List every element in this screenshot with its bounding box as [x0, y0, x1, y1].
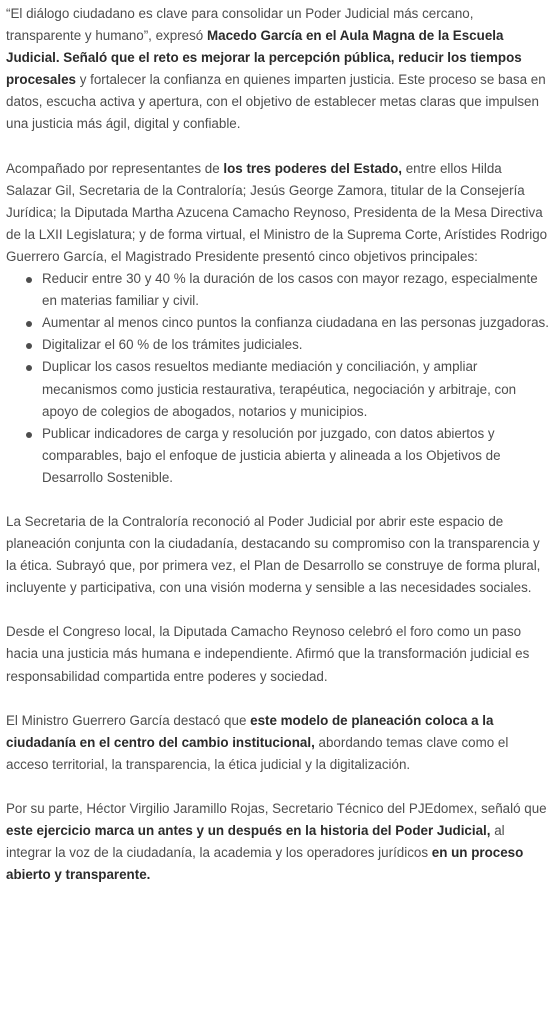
paragraph-emphasis: este modelo de planeación coloca a la ciudadanía en el centro del cambio institucional, — [6, 712, 494, 750]
paragraph-text: Por su parte, Héctor Virgilio Jaramillo Rojas, Secretario Técnico del PJEdomex, señaló que — [6, 800, 547, 816]
list-item: Aumentar al menos cinco puntos la confianza ciudadana en las personas juzgadoras. — [42, 312, 549, 334]
paragraph-congreso: Desde el Congreso local, la Diputada Camacho Reynoso celebró el foro como un paso hacia una justicia más humana e independiente. Afirmó que la transformación judicial es responsabilidad compartida entre poderes y sociedad. — [6, 624, 530, 684]
paragraph-ministro — [6, 710, 549, 776]
paragraph-text: “El diálogo ciudadano es clave para consolidar un Poder Judicial más cercano, transparente y humano”, expresó — [6, 6, 474, 44]
paragraph-contraloria: La Secretaria de la Contraloría reconoció al Poder Judicial por abrir este espacio de planeación conjunta con la ciudadanía, destacando su compromiso con la transparencia y la ética. Subrayó que, por primera vez, el Plan de Desarrollo se construye de forma plural, incluyente y participativa, con una visión moderna y sensible a las necesidades sociales. — [6, 513, 541, 596]
objectives-list — [6, 268, 549, 489]
paragraph-emphasis: este ejercicio marca un antes y un después en la historia del Poder Judicial, — [6, 823, 491, 838]
list-item: Digitalizar el 60 % de los trámites judiciales. — [42, 334, 549, 356]
paragraph-text: al integrar la voz de la ciudadanía, la academia y los operadores jurídicos — [6, 823, 505, 861]
list-item: Reducir entre 30 y 40 % la duración de los casos con mayor rezago, especialmente en materias familiar y civil. — [42, 268, 549, 312]
paragraph-secretario-tecnico — [6, 798, 549, 886]
paragraph-text: y fortalecer la confianza en quienes imparten justicia. Este proceso se basa en datos, escucha activa y apertura, con el objetivo de establecer metas claras que impulsen una justicia más ágil, digital y confiable. — [6, 72, 546, 132]
paragraph-text: entre ellos Hilda Salazar Gil, Secretaria de la Contraloría; Jesús George Zamora, titular de la Consejería Jurídica; la Diputada Martha Azucena Camacho Reynoso, Presidenta de la Mesa Directiva de la LXII Legislatura; y de forma virtual, el Ministro de la Suprema Corte, Arístides Rodrigo Guerrero García, el Magistrado Presidente presentó cinco objetivos principales: — [6, 160, 548, 264]
paragraph-text: abordando temas clave como el acceso territorial, la transparencia, la ética judicial y la digitalización. — [6, 734, 509, 772]
paragraph-emphasis: Macedo García en el Aula Magna de la Escuela Judicial. Señaló que el reto es mejorar la percepción pública, reducir los tiempos procesales — [6, 28, 522, 88]
paragraph-quote-macedo — [6, 3, 549, 136]
list-item: Publicar indicadores de carga y resolución por juzgado, con datos abiertos y comparables, bajo el enfoque de justicia abierta y alineada a los Objetivos de Desarrollo Sostenible. — [42, 423, 549, 489]
paragraph-objectives-intro — [6, 158, 549, 268]
paragraph-text: Acompañado por representantes de — [6, 160, 224, 176]
paragraph-emphasis: en un proceso abierto y transparente. — [6, 845, 524, 883]
paragraph-text: El Ministro Guerrero García destacó que — [6, 712, 251, 728]
list-item: Duplicar los casos resueltos mediante mediación y conciliación, y ampliar mecanismos como justicia restaurativa, terapéutica, negociación y arbitraje, con apoyo de colegios de abogados, notarios y municipios. — [42, 356, 549, 422]
paragraph-emphasis: los tres poderes del Estado, — [223, 160, 402, 176]
article-body — [0, 3, 555, 886]
